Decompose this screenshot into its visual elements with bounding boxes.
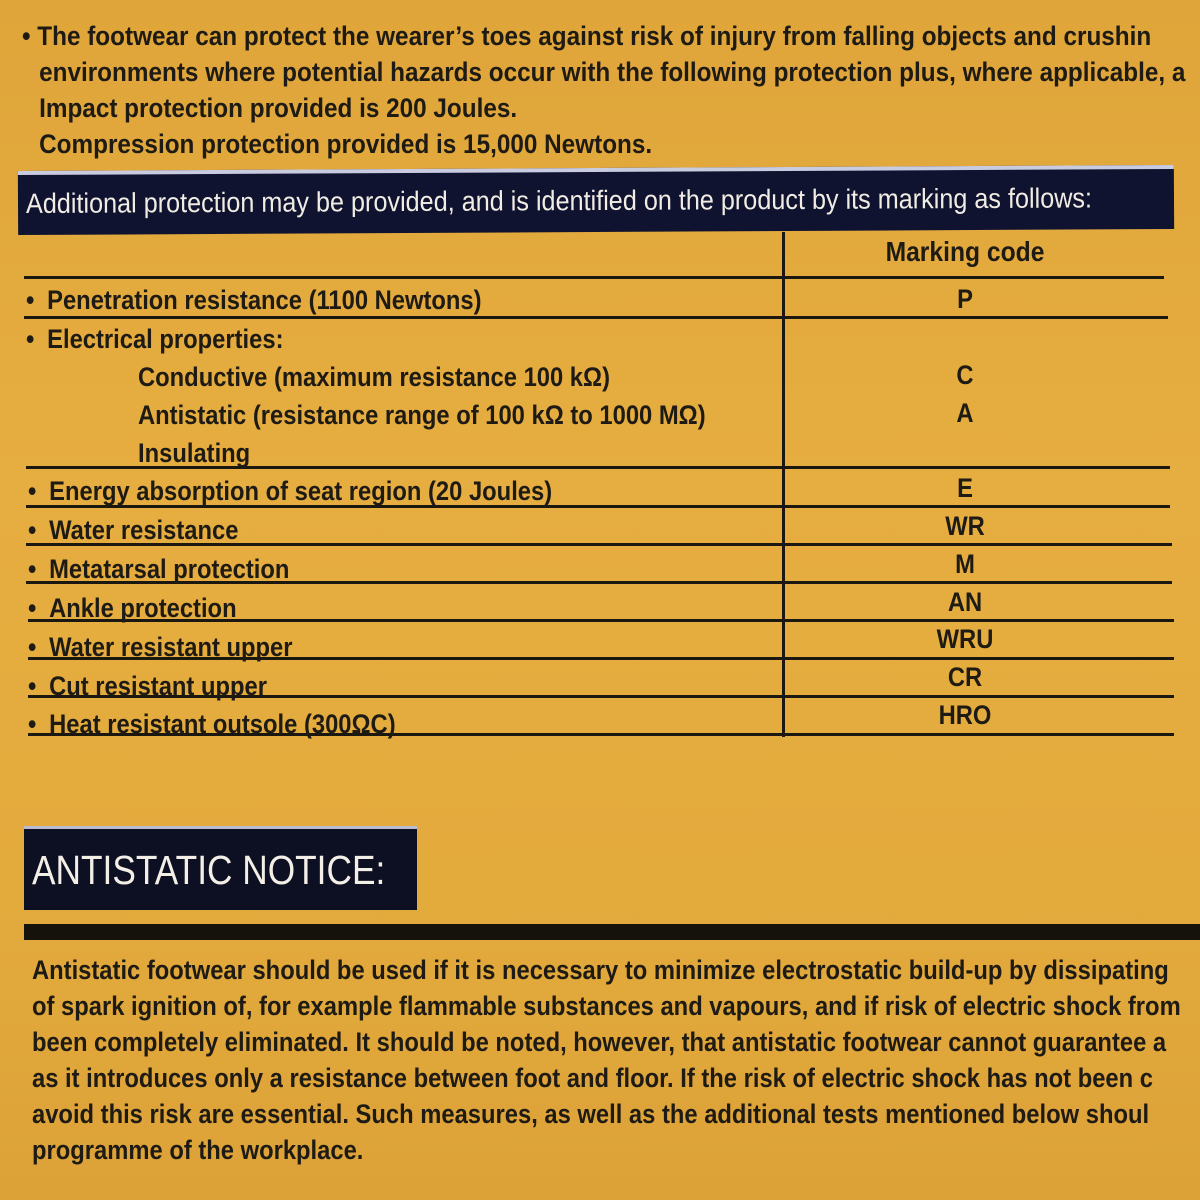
marking-code: WRU [936, 624, 994, 654]
row-label-text: Energy absorption of seat region (20 Joules) [49, 476, 553, 506]
marking-code: CR [947, 662, 983, 692]
table-row-label [28, 632, 293, 663]
marking-code: M [955, 549, 975, 579]
row-label-text: Metatarsal protection [49, 554, 290, 584]
bullet: • [28, 671, 37, 701]
row-label-text: Penetration resistance (1100 Newtons) [47, 285, 482, 315]
row-label-text: Water resistance [49, 515, 239, 545]
row-label-text: Water resistant upper [49, 632, 293, 662]
bullet: • [26, 285, 35, 315]
notice-line: Antistatic footwear should be used if it is necessary to minimize electrostatic build-up by dissipating [32, 955, 1169, 985]
marking-code: AN [947, 587, 983, 617]
row-label-text: Electrical properties: [47, 324, 284, 354]
column-divider [782, 232, 785, 737]
row-label-text: Heat resistant outsole (300ΩC) [49, 709, 396, 739]
marking-code: P [957, 284, 973, 314]
table-row-label [26, 324, 283, 355]
bullet: • [26, 324, 35, 354]
table-row-label [26, 285, 482, 316]
intro-line: Impact protection provided is 200 Joules. [39, 93, 518, 123]
intro-line: • The footwear can protect the wearer’s toes against risk of injury from falling objects and crushin [22, 21, 1152, 51]
intro-line: environments where potential hazards occur with the following protection plus, where applicable, a [39, 57, 1186, 87]
bullet: • [28, 593, 37, 623]
notice-line: as it introduces only a resistance between foot and floor. If the risk of electric shock has not been c [32, 1063, 1153, 1093]
marking-code-header: Marking code [885, 236, 1045, 267]
table-row-label [28, 593, 237, 624]
notice-line: avoid this risk are essential. Such measures, as well as the additional tests mentioned below shoul [32, 1099, 1150, 1129]
bullet: • [28, 515, 37, 545]
table-row-label [28, 671, 267, 702]
row-divider [24, 316, 1168, 319]
notice-body [32, 952, 1194, 1168]
bullet: • [28, 632, 37, 662]
table-row-label [28, 554, 289, 585]
row-divider [24, 276, 1164, 279]
table-row-label [28, 709, 396, 740]
bullet: • [28, 476, 37, 506]
notice-line: of spark ignition of, for example flammable substances and vapours, and if risk of electric shock from [32, 991, 1181, 1021]
table-row-label: Conductive (maximum resistance 100 kΩ) [138, 362, 610, 392]
marking-code: A [956, 398, 974, 428]
table-row-label: Insulating [138, 438, 251, 468]
marking-code: C [956, 360, 974, 390]
table-row-label: Antistatic (resistance range of 100 kΩ to 1000 MΩ) [138, 400, 706, 430]
marking-code: HRO [938, 700, 992, 730]
marking-code: E [957, 473, 973, 503]
table-row-label [28, 476, 552, 507]
banner-text: Additional protection may be provided, and is identified on the product by its marking as follows: [25, 182, 1093, 219]
notice-title: ANTISTATIC NOTICE: [32, 847, 386, 893]
antistatic-notice-banner [24, 826, 417, 910]
notice-divider [24, 924, 1200, 940]
bullet: • [28, 709, 37, 739]
bullet: • [28, 554, 37, 584]
marking-code: WR [945, 511, 985, 541]
intro-line: Compression protection provided is 15,000 Newtons. [39, 129, 653, 159]
notice-line: been completely eliminated. It should be noted, however, that antistatic footwear cannot guarantee a [32, 1027, 1167, 1057]
notice-line: programme of the workplace. [32, 1135, 364, 1165]
row-label-text: Cut resistant upper [49, 671, 267, 701]
table-row-label [28, 515, 238, 546]
row-label-text: Ankle protection [49, 593, 237, 623]
